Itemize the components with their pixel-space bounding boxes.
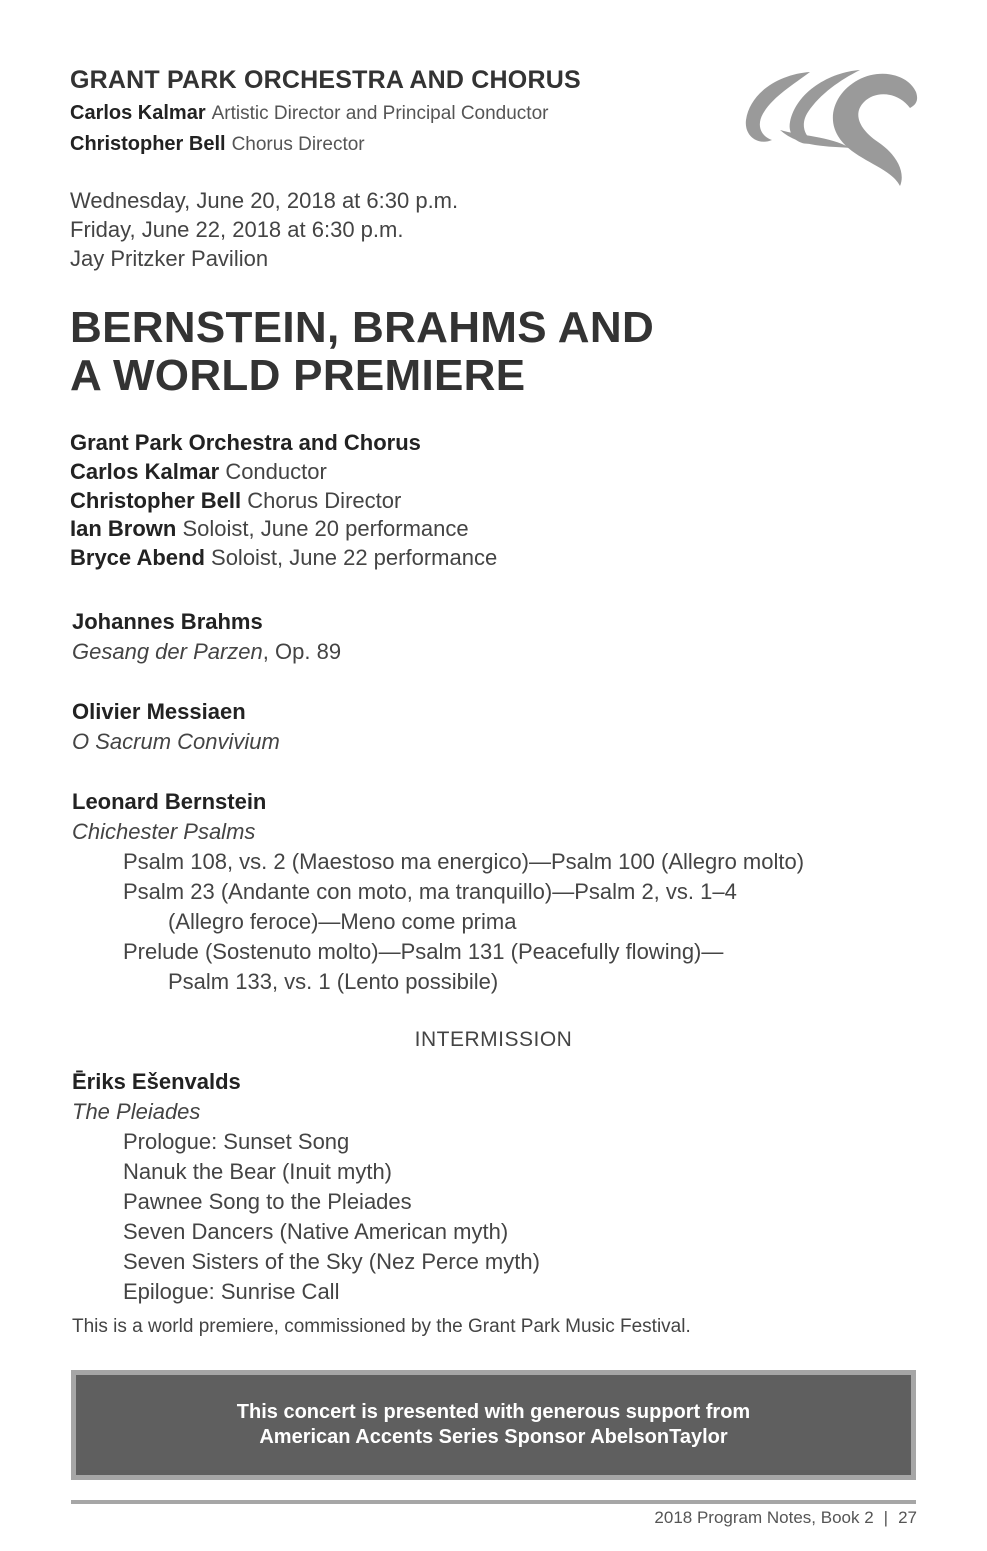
work-title-bernstein: Chichester Psalms xyxy=(72,819,256,844)
footer-divider xyxy=(71,1500,916,1504)
performer-role: Soloist, June 20 performance xyxy=(182,516,469,541)
header-person-bell xyxy=(70,133,365,156)
movement-line: Prologue: Sunset Song xyxy=(123,1129,350,1154)
movement-line-continued: Psalm 133, vs. 1 (Lento possibile) xyxy=(168,969,499,994)
movement-line-continued: (Allegro feroce)—Meno come prima xyxy=(168,909,517,934)
work-title-messiaen: O Sacrum Convivium xyxy=(72,729,280,754)
grant-park-wave-logo-icon xyxy=(740,62,920,192)
composer-messiaen: Olivier Messiaen xyxy=(72,699,246,724)
work-opus: , Op. 89 xyxy=(262,639,342,664)
header-person-role: Chorus Director xyxy=(231,134,365,155)
performer-row xyxy=(70,459,327,485)
header-person-name: Carlos Kalmar xyxy=(70,102,206,124)
work-title: Gesang der Parzen xyxy=(72,639,263,664)
movement-line: Prelude (Sostenuto molto)—Psalm 131 (Peacefully flowing)— xyxy=(123,939,724,964)
performer-ensemble xyxy=(70,430,421,456)
intermission-label: INTERMISSION xyxy=(414,1028,573,1051)
sponsor-line-2: American Accents Series Sponsor AbelsonTaylor xyxy=(259,1426,728,1448)
footer-separator: | xyxy=(883,1508,889,1527)
performer-name: Ian Brown xyxy=(70,516,177,541)
orchestra-title: GRANT PARK ORCHESTRA AND CHORUS xyxy=(70,66,581,94)
ensemble-name: Grant Park Orchestra and Chorus xyxy=(70,430,421,455)
composer-esenvalds: Ēriks Ešenvalds xyxy=(72,1069,241,1094)
movement-line: Epilogue: Sunrise Call xyxy=(123,1279,340,1304)
sponsor-line-1: This concert is presented with generous support from xyxy=(236,1401,751,1423)
header-person-role: Artistic Director and Principal Conductor xyxy=(211,103,549,124)
program-title xyxy=(70,304,654,400)
performer-row xyxy=(70,488,401,514)
venue: Jay Pritzker Pavilion xyxy=(70,246,269,271)
performer-name: Carlos Kalmar xyxy=(70,459,220,484)
premiere-note: This is a world premiere, commissioned by the Grant Park Music Festival. xyxy=(72,1316,691,1337)
program-title-line-1: BERNSTEIN, BRAHMS AND xyxy=(70,303,655,352)
work-title-brahms xyxy=(72,639,341,665)
movement-line: Psalm 108, vs. 2 (Maestoso ma energico)—Psalm 100 (Allegro molto) xyxy=(123,849,805,874)
page-number: 27 xyxy=(898,1508,917,1527)
performer-role: Conductor xyxy=(225,459,327,484)
header-person-name: Christopher Bell xyxy=(70,133,226,155)
performer-role: Chorus Director xyxy=(247,488,402,513)
date-line-2: Friday, June 22, 2018 at 6:30 p.m. xyxy=(70,217,404,242)
performer-name: Bryce Abend xyxy=(70,545,205,570)
performer-row xyxy=(70,545,497,571)
movement-line: Seven Sisters of the Sky (Nez Perce myth) xyxy=(123,1249,540,1274)
performer-name: Christopher Bell xyxy=(70,488,242,513)
movement-line: Psalm 23 (Andante con moto, ma tranquillo)—Psalm 2, vs. 1–4 xyxy=(123,879,737,904)
footer-publication: 2018 Program Notes, Book 2 xyxy=(654,1508,874,1527)
date-line-1: Wednesday, June 20, 2018 at 6:30 p.m. xyxy=(70,188,459,213)
sponsor-box xyxy=(71,1370,916,1480)
composer-brahms: Johannes Brahms xyxy=(72,609,263,634)
performer-role: Soloist, June 22 performance xyxy=(211,545,498,570)
composer-bernstein: Leonard Bernstein xyxy=(72,789,267,814)
movement-line: Seven Dancers (Native American myth) xyxy=(123,1219,509,1244)
page-footer xyxy=(654,1508,917,1528)
movement-line: Nanuk the Bear (Inuit myth) xyxy=(123,1159,393,1184)
header-person-kalmar xyxy=(70,102,548,125)
work-title-esenvalds: The Pleiades xyxy=(72,1099,201,1124)
movement-line: Pawnee Song to the Pleiades xyxy=(123,1189,412,1214)
performer-row xyxy=(70,516,469,542)
program-title-line-2: A WORLD PREMIERE xyxy=(70,351,526,400)
